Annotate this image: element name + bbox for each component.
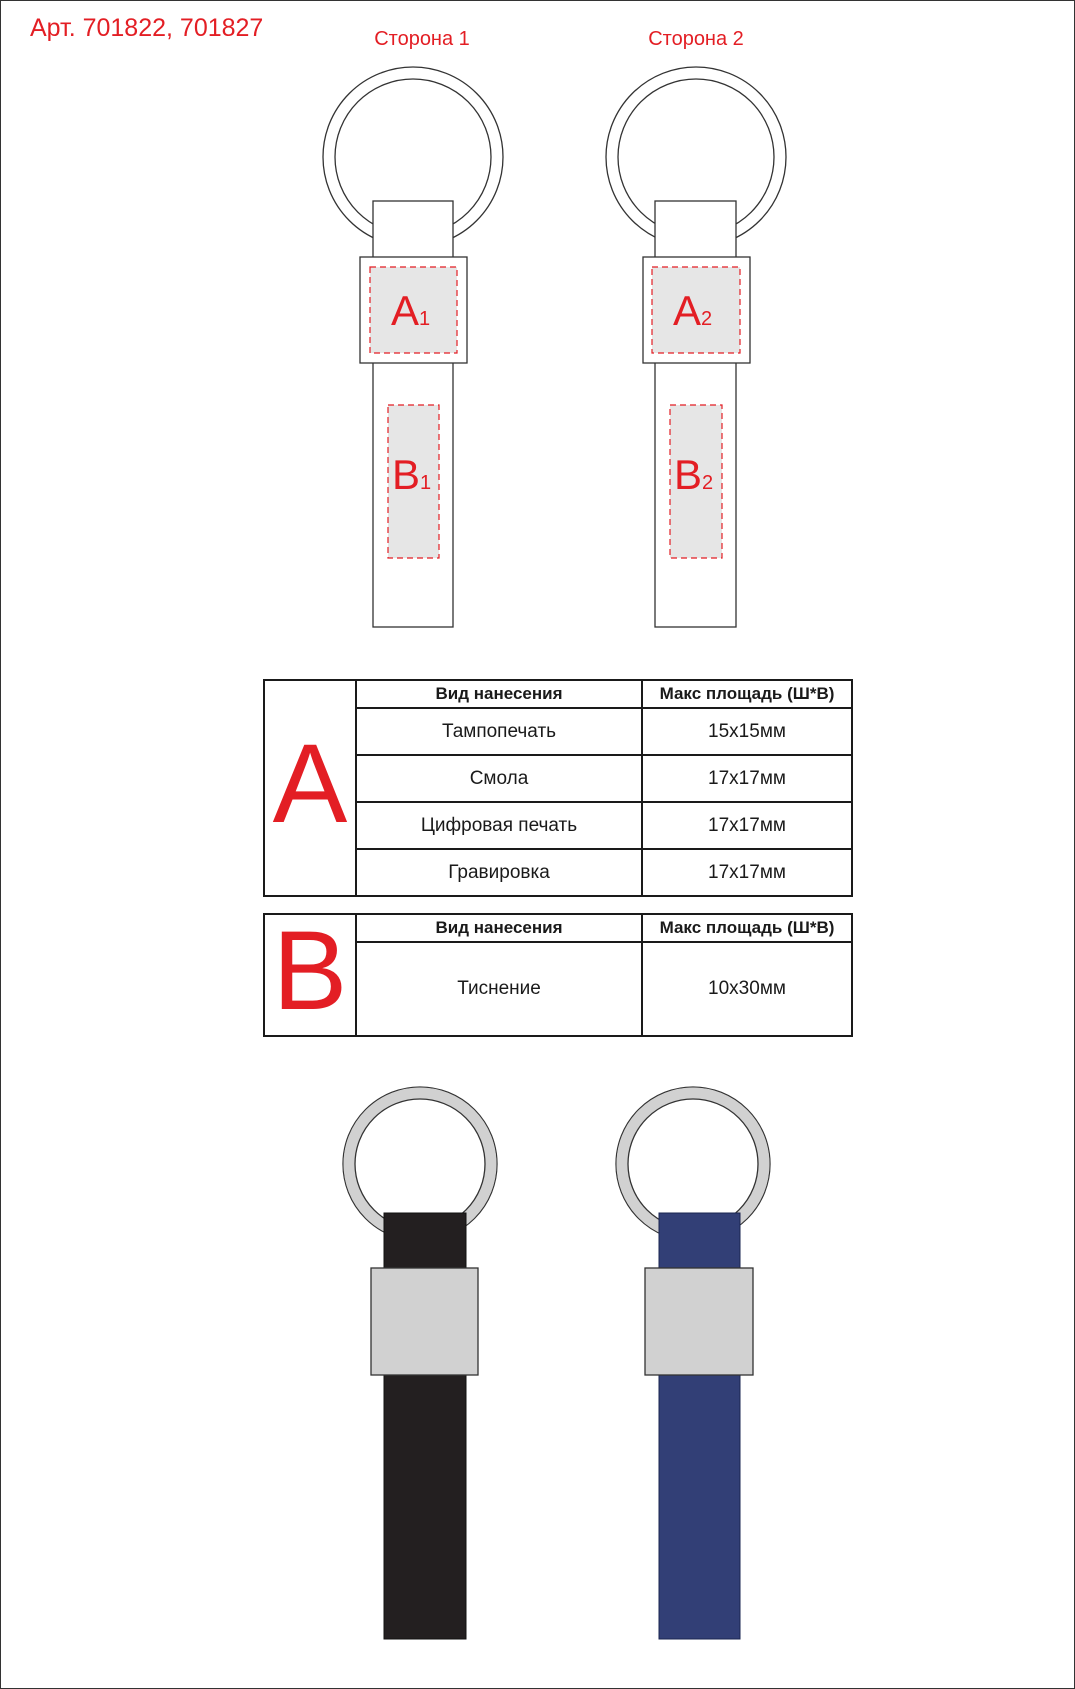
metal-clip: [371, 1268, 478, 1375]
table-a-method: Тампопечать: [356, 708, 642, 755]
table-a-size: 15x15мм: [642, 708, 852, 755]
metal-clip: [645, 1268, 753, 1375]
keychain-black: [343, 1087, 497, 1639]
table-a-header-size: Макс площадь (Ш*В): [642, 680, 852, 708]
table-a-size: 17x17мм: [642, 802, 852, 849]
zone-b1-label: B1: [392, 451, 432, 498]
table-a-letter: A: [264, 680, 356, 896]
article-number: Арт. 701822, 701827: [30, 14, 264, 42]
table-b-letter: B: [264, 914, 356, 1036]
table-a-method: Смола: [356, 755, 642, 802]
table-b-header-method: Вид нанесения: [356, 914, 642, 942]
keychain-blue: [616, 1087, 770, 1639]
table-a-method: Цифровая печать: [356, 802, 642, 849]
table-a-header-method: Вид нанесения: [356, 680, 642, 708]
ring-edge-inner: [628, 1099, 758, 1229]
keychain-outline-side-2: [606, 67, 786, 627]
side-2-label: Сторона 2: [648, 28, 744, 50]
table-b-header-size: Макс площадь (Ш*В): [642, 914, 852, 942]
table-b-size: 10x30мм: [642, 942, 852, 1036]
zone-a1-label: A1: [391, 287, 431, 334]
table-zone-b: [263, 908, 853, 1037]
zone-a2-label: A2: [673, 287, 713, 334]
table-a-method: Гравировка: [356, 849, 642, 896]
table-a-size: 17x17мм: [642, 849, 852, 896]
side-1-label: Сторона 1: [374, 28, 470, 50]
table-b-method: Тиснение: [356, 942, 642, 1036]
table-a-size: 17x17мм: [642, 755, 852, 802]
keychain-outline-side-1: [323, 67, 503, 627]
table-zone-a: [263, 679, 853, 897]
zone-b2-label: B2: [674, 451, 714, 498]
ring-edge-inner: [355, 1099, 485, 1229]
